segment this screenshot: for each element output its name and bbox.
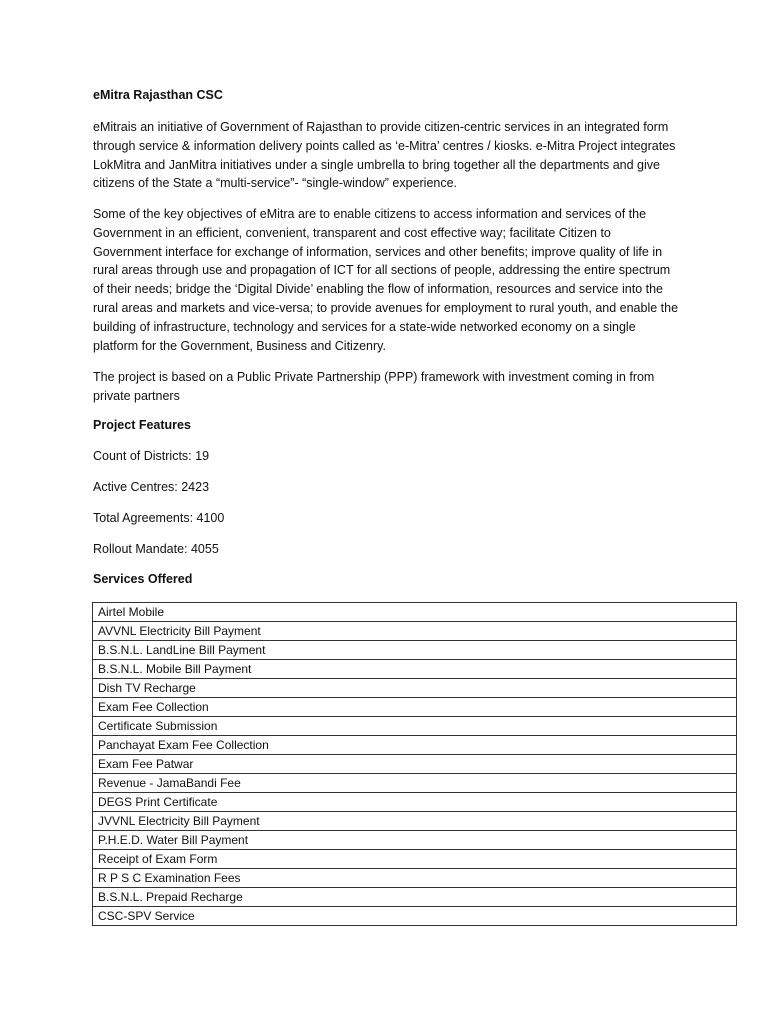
service-cell: Airtel Mobile — [93, 603, 737, 622]
service-cell: JVVNL Electricity Bill Payment — [93, 812, 737, 831]
service-cell: P.H.E.D. Water Bill Payment — [93, 831, 737, 850]
service-cell: Receipt of Exam Form — [93, 850, 737, 869]
service-cell: Panchayat Exam Fee Collection — [93, 736, 737, 755]
service-cell: B.S.N.L. Prepaid Recharge — [93, 888, 737, 907]
table-row — [93, 622, 737, 641]
service-cell: R P S C Examination Fees — [93, 869, 737, 888]
table-row — [93, 698, 737, 717]
service-cell: B.S.N.L. LandLine Bill Payment — [93, 641, 737, 660]
table-row — [93, 679, 737, 698]
table-row — [93, 888, 737, 907]
service-cell: CSC-SPV Service — [93, 907, 737, 926]
feature-total-agreements: Total Agreements: 4100 — [93, 511, 225, 525]
table-row — [93, 660, 737, 679]
service-cell: Certificate Submission — [93, 717, 737, 736]
service-cell: AVVNL Electricity Bill Payment — [93, 622, 737, 641]
service-cell: B.S.N.L. Mobile Bill Payment — [93, 660, 737, 679]
intro-paragraph: eMitrais an initiative of Government of Rajasthan to provide citizen-centric services in an integrated form through service & information delivery points called as ‘e-Mitra’ centres / kiosks. e-Mitra Project integrates LokMitra and JanMitra initiatives under a single umbrella to bring together all the departments and give citizens of the State a “multi-service”- “single-window” experience. — [93, 120, 676, 191]
project-features-heading: Project Features — [93, 418, 191, 432]
table-row — [93, 869, 737, 888]
table-row — [93, 774, 737, 793]
table-row — [93, 755, 737, 774]
service-cell: Exam Fee Collection — [93, 698, 737, 717]
services-table — [92, 602, 737, 926]
service-cell: Dish TV Recharge — [93, 679, 737, 698]
table-row — [93, 907, 737, 926]
service-cell: Revenue - JamaBandi Fee — [93, 774, 737, 793]
service-cell: Exam Fee Patwar — [93, 755, 737, 774]
feature-active-centres: Active Centres: 2423 — [93, 480, 210, 494]
objectives-paragraph: Some of the key objectives of eMitra are to enable citizens to access information and services of the Government in an efficient, convenient, transparent and cost effective way; facilitate Citizen to Government interface for exchange of information, services and other benefits; improve quality of life in rural areas through use and propagation of ICT for all sections of people, addressing the entire spectrum of their needs; bridge the ‘Digital Divide’ enabling the flow of information, resources and service into the rural areas and markets and vice-versa; to provide avenues for employment to rural youth, and enable the building of infrastructure, technology and services for a state-wide networked economy on a single platform for the Government, Business and Citizenry. — [93, 207, 679, 353]
ppp-paragraph: The project is based on a Public Private Partnership (PPP) framework with investment coming in from private partners — [93, 370, 655, 403]
table-row — [93, 641, 737, 660]
table-row — [93, 793, 737, 812]
table-row — [93, 736, 737, 755]
table-row — [93, 717, 737, 736]
service-cell: DEGS Print Certificate — [93, 793, 737, 812]
feature-rollout-mandate: Rollout Mandate: 4055 — [93, 542, 219, 556]
table-row — [93, 831, 737, 850]
document-title: eMitra Rajasthan CSC — [93, 88, 223, 102]
services-offered-heading: Services Offered — [93, 572, 193, 586]
table-row — [93, 603, 737, 622]
feature-districts: Count of Districts: 19 — [93, 449, 210, 463]
table-row — [93, 812, 737, 831]
table-row — [93, 850, 737, 869]
